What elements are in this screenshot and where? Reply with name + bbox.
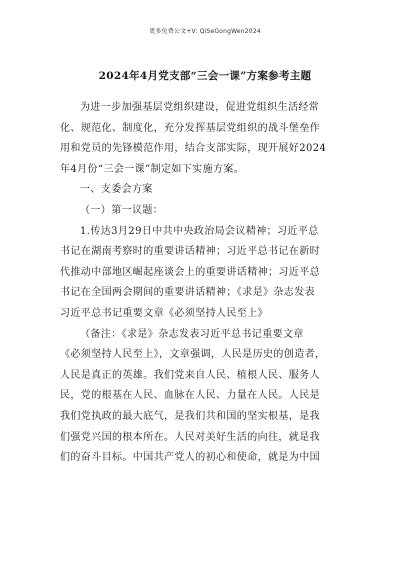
text-line: 书记在湖南考察时的重要讲话精神；习近平总书记在新时 <box>60 246 320 258</box>
text-line: 习近平总书记重要文章《必须坚持人民至上》 <box>60 307 268 319</box>
text-line: （一）第一议题： <box>80 204 164 216</box>
text-line: 们的奋斗目标。中国共产党人的初心和使命，就是为中国 <box>60 452 320 464</box>
document-body <box>60 98 352 469</box>
text-line: 《必须坚持人民至上》，文章强调，人民是历史的创造者， <box>60 349 326 361</box>
text-line: 年4月份“三会一课”制定如下实施方案。 <box>60 163 245 175</box>
text-line: 民，党的根基在人民、血脉在人民、力量在人民。人民是 <box>60 390 320 402</box>
text-line: 为进一步加强基层党组织建设，促进党组织生活经常 <box>80 102 320 113</box>
text-line: 1.传达3月29日中共中央政治局会议精神；习近平总 <box>80 225 319 237</box>
text-line: 书记在全国两会期间的重要讲话精神；《求是》杂志发表 <box>60 287 315 299</box>
text-line: 一、支委会方案 <box>80 184 153 196</box>
text-line: 我们党执政的最大底气，是我们共和国的坚实根基，是我 <box>60 410 320 422</box>
text-line: 代推动中部地区崛起座谈会上的重要讲话精神；习近平总 <box>60 266 320 278</box>
text-line: 化、规范化、制度化，充分发挥基层党组织的战斗堡垒作 <box>60 122 320 134</box>
document-title: 2024年4月党支部“三会一课”方案参考主题 <box>98 70 312 82</box>
header-note: 更多免费公文+V: QiSeGongWen2024 <box>149 28 261 35</box>
text-line: 用和党员的先锋模范作用，结合支部实际，现开展好2024 <box>60 143 327 155</box>
text-line: 们强党兴国的根本所在。人民对美好生活的向往，就是我 <box>60 431 320 443</box>
text-line: （备注：《求是》杂志发表习近平总书记重要文章 <box>80 328 304 340</box>
text-line: 人民是真正的英雄。我们党来自人民、植根人民、服务人 <box>60 369 320 381</box>
